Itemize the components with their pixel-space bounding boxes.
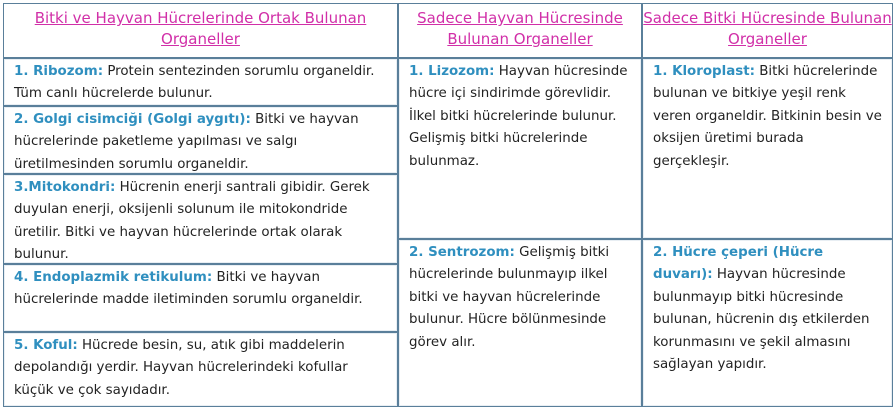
term: 1. Lizozom: [409, 64, 495, 79]
organelle-table [3, 3, 893, 407]
term: 5. Koful: [14, 338, 78, 353]
desc: Gelişmiş bitki hücrelerinde bulunmayıp ilkel bitki ve hayvan hücrelerinde bulunur. Hücre bölünmesinde görev alır. [409, 245, 610, 350]
term: 2. Golgi cisimciği (Golgi aygıtı): [14, 112, 251, 127]
common-organelle-koful [3, 332, 398, 407]
header-plant-only [642, 3, 893, 58]
header-common [3, 3, 398, 58]
desc: Hücrenin enerji santrali gibidir. Gerek duyulan enerji, oksijenli solunum ile mitokondride üretilir. Bitki ve hayvan hücrelerinde ortak olarak bulunur. [14, 180, 370, 263]
term: 2. Hücre çeperi (Hücre duvarı): [653, 245, 824, 283]
term: 2. Sentrozom: [409, 245, 515, 260]
term: 3.Mitokondri: [14, 180, 116, 195]
term: 1. Kloroplast: [653, 64, 755, 79]
header-common-text: Bitki ve Hayvan Hücrelerinde Ortak Bulunan Organeller [34, 9, 367, 48]
animal-organelle-sentrozom [398, 239, 642, 407]
header-animal-only [398, 3, 642, 58]
plant-organelle-hucre-ceperi [642, 239, 893, 407]
common-organelle-ribozom [3, 58, 398, 106]
common-organelle-er [3, 264, 398, 332]
animal-organelle-lizozom [398, 58, 642, 239]
desc: Hayvan hücresinde bulunmayıp bitki hücresinde bulunan, hücrenin dış etkilerden korunmasını ve şekil almasını sağlayan yapıdır. [653, 267, 870, 373]
common-organelle-golgi [3, 106, 398, 174]
header-animal-text: Sadece Hayvan Hücresinde Bulunan Organeller [417, 9, 623, 48]
common-organelle-mitokondri [3, 174, 398, 264]
desc: Bitki ve hayvan hücrelerinde madde iletiminden sorumlu organeldir. [14, 270, 363, 308]
desc: Protein sentezinden sorumlu organeldir. Tüm canlı hücrelerde bulunur. [14, 64, 375, 102]
term: 1. Ribozom: [14, 64, 104, 79]
desc: Bitki ve hayvan hücrelerinde paketleme yapılması ve salgı üretilmesinden sorumlu organeldir. [14, 112, 359, 172]
desc: Hayvan hücresinde hücre içi sindirimde görevlidir. İlkel bitki hücrelerinde bulunur. Gelişmiş bitki hücrelerinde bulunmaz. [409, 64, 628, 169]
desc: Hücrede besin, su, atık gibi maddelerin depolandığı yerdir. Hayvan hücrelerindeki kofullar küçük ve çok sayıdadır. [14, 338, 348, 398]
term: 4. Endoplazmik retikulum: [14, 270, 213, 285]
header-plant-text: Sadece Bitki Hücresinde Bulunan Organeller [643, 9, 892, 48]
desc: Bitki hücrelerinde bulunan ve bitkiye yeşil renk veren organeldir. Bitkinin besin ve oksijen üretimi burada gerçekleşir. [653, 64, 882, 169]
plant-organelle-kloroplast [642, 58, 893, 239]
